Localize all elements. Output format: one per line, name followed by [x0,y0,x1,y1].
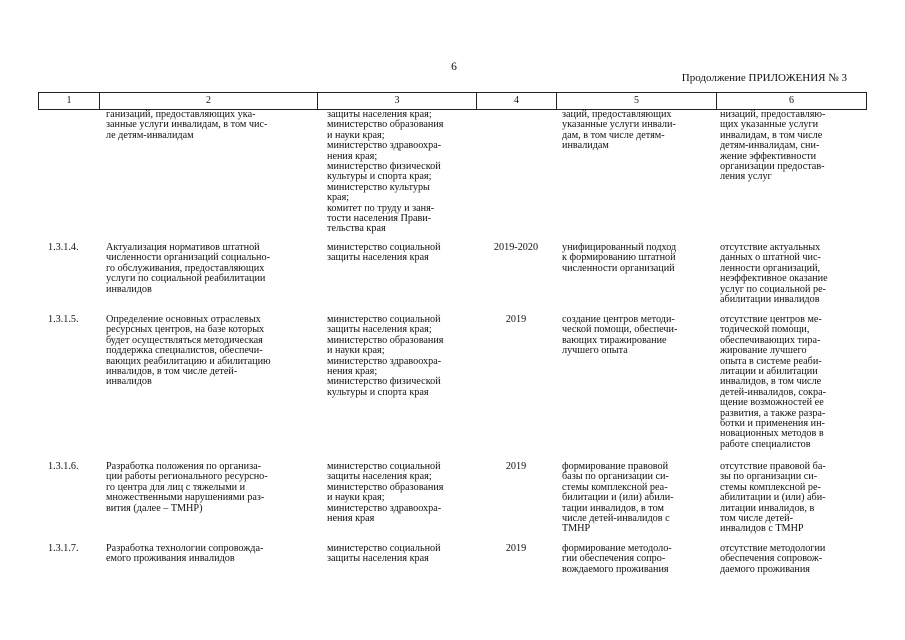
header-col-5: 5 [556,93,716,109]
cell-event-line: го центра для лиц с тяжелыми и [106,481,246,493]
header-col-4: 4 [476,93,556,109]
cell-event-line: вающих реабилитацию и абилитацию [106,355,271,367]
cell-result-line: формирование правовой [562,461,669,472]
cell-consequence-line: отсутствие методологии [720,543,826,554]
cell-event-line: го обслуживания, предоставляющих [106,262,265,274]
cell-result-line: формирование методоло- [562,543,672,554]
cell-executor [327,544,477,565]
cell-executor-line: защиты населения края [327,252,429,264]
cell-event [106,243,318,295]
cell-consequence-line: данных о штатной чис- [720,252,821,264]
cell-number: 1.3.1.6. [48,461,79,472]
header-col-6: 6 [716,93,867,109]
cell-consequence-line: обеспечивающих тира- [720,334,821,346]
cell-event-line: вития (далее – ТМНР) [106,502,203,514]
cell-result-line: числе детей-инвалидов с [562,513,670,525]
cell-period: 2019 [505,461,527,472]
cell-consequence-line: опыта в системе реаби- [720,355,822,367]
cell-number: 1.3.1.5. [48,314,79,325]
cell-consequence-line: литации инвалидов, в [720,502,815,514]
cell-executor-line: края; [327,192,350,204]
cell-consequence-line: инвалидов, в том числе [720,376,822,388]
cell-event-line: инвалидов [106,376,152,388]
page-number: 6 [451,61,457,73]
cell-executor-line: культуры и спорта края; [327,171,432,183]
cell-number: 1.3.1.4. [48,242,79,253]
cell-consequence [720,544,860,575]
cell-result-line: стемы комплексной реа- [562,481,668,493]
cell-executor [327,462,477,524]
cell-consequence-line: неэффективное оказание [720,273,828,285]
cell-result-line: унифицированный подход [562,242,677,253]
cell-event-line: численности организаций социально- [106,252,270,264]
cell-consequence-line: ботки и применения ин- [720,418,825,430]
cell-result-line: к формированию штатной [562,252,676,264]
cell-result-line: лучшего опыта [562,345,628,357]
cell-event-line: ции работы регионального ресурсно- [106,471,268,483]
cell-consequence-line: жение эффективности [720,150,817,162]
cell-result-line: базы по организации си- [562,471,669,483]
cell-period: 2019 [505,543,527,554]
cell-event-line: ганизаций, предоставляющих ука- [106,109,256,120]
cell-executor-line: министерство здравоохра- [327,502,442,514]
cell-result-line: инвалидам [562,140,609,152]
cell-executor-line: нения края [327,513,375,525]
cell-executor-line: министерство образования [327,481,444,493]
cell-event [106,110,318,141]
cell-executor-line: министерство физической [327,376,441,388]
cell-event-line: ресурсных центров, на базе которых [106,324,265,336]
cell-result-line: ческой помощи, обеспечи- [562,324,678,336]
cell-consequence-line: работе специалистов [720,438,811,450]
cell-executor [327,110,477,235]
cell-executor-line: министерство здравоохра- [327,355,442,367]
cell-executor-line: тельства края [327,223,386,235]
table-header-row [38,92,867,110]
cell-event-line: ле детям-инвалидам [106,129,194,141]
appendix-continuation-label: Продолжение ПРИЛОЖЕНИЯ № 3 [681,72,847,84]
cell-consequence-line: стемы комплексной ре- [720,481,821,493]
cell-executor [327,315,477,398]
cell-consequence-line: инвалидам, в том числе [720,129,823,141]
cell-consequence-line: организации предостав- [720,161,825,173]
cell-result [562,544,712,575]
cell-executor-line: министерство социальной [327,242,441,253]
cell-consequence-line: детям-инвалидам, сни- [720,140,820,152]
cell-consequence-line: литации и абилитации [720,366,818,378]
cell-result-line: гии обеспечения сопро- [562,553,666,565]
cell-result-line: билитации и (или) абили- [562,492,674,504]
cell-consequence-line: услуг по социальной ре- [720,283,827,295]
cell-executor-line: министерство социальной [327,314,441,325]
cell-event-line: емого проживания инвалидов [106,553,235,565]
cell-executor-line: защиты населения края; [327,109,432,120]
cell-consequence [720,462,860,535]
header-col-1: 1 [38,93,99,109]
cell-result-line: ТМНР [562,523,591,535]
cell-event-line: Разработка положения по организа- [106,461,262,472]
cell-executor-line: министерство здравоохра- [327,140,442,152]
cell-event-line: Определение основных отраслевых [106,314,261,325]
cell-executor-line: и науки края; [327,492,385,504]
cell-consequence-line: инвалидов с ТМНР [720,523,804,535]
cell-executor-line: министерство социальной [327,543,441,554]
cell-result-line: вающих тиражирование [562,334,667,346]
cell-consequence-line: обеспечения сопровож- [720,553,823,565]
cell-number: 1.3.1.7. [48,543,79,554]
cell-executor-line: министерство культуры [327,181,430,193]
cell-consequence-line: развития, а также разра- [720,407,826,419]
cell-consequence-line: детей-инвалидов, сокра- [720,386,827,398]
cell-executor-line: культуры и спорта края [327,386,429,398]
cell-consequence-line: щение возможностей ее [720,397,824,409]
cell-result [562,243,712,274]
cell-event-line: занные услуги инвалидам, в том чис- [106,119,268,131]
cell-consequence-line: отсутствие актуальных [720,242,821,253]
cell-result-line: указанные услуги инвали- [562,119,676,131]
cell-consequence [720,110,860,183]
cell-event-line: будет осуществляться методическая [106,334,263,346]
cell-event-line: инвалидов [106,283,152,295]
cell-executor-line: комитет по труду и заня- [327,202,435,214]
cell-consequence-line: даемого проживания [720,563,810,575]
cell-consequence-line: зы по организации си- [720,471,818,483]
cell-consequence-line: новационных методов в [720,428,824,440]
cell-consequence-line: отсутствие центров ме- [720,314,822,325]
cell-executor-line: министерство физической [327,161,441,173]
cell-consequence-line: жирование лучшего [720,345,807,357]
cell-executor-line: и науки края; [327,129,385,141]
cell-result [562,315,712,357]
cell-event-line: Актуализация нормативов штатной [106,242,260,253]
cell-result [562,462,712,535]
cell-consequence [720,315,860,450]
cell-consequence-line: абилитации инвалидов [720,294,820,306]
cell-result-line: дам, в том числе детям- [562,129,665,141]
cell-consequence-line: низаций, предоставляю- [720,109,826,120]
cell-event [106,462,318,514]
header-col-3: 3 [317,93,476,109]
cell-consequence-line: ления услуг [720,171,772,183]
cell-executor-line: защиты населения края; [327,324,432,336]
cell-executor-line: нения края; [327,366,378,378]
cell-event [106,544,318,565]
cell-consequence-line: щих указанные услуги [720,119,819,131]
cell-event-line: поддержка специалистов, обеспечи- [106,345,263,357]
cell-executor-line: защиты населения края; [327,471,432,483]
cell-event-line: инвалидов, в том числе детей- [106,366,238,378]
cell-event [106,315,318,388]
cell-consequence-line: тодической помощи, [720,324,810,336]
cell-executor-line: и науки края; [327,345,385,357]
cell-executor-line: защиты населения края [327,553,429,565]
cell-executor-line: тости населения Прави- [327,213,432,225]
cell-result [562,110,712,152]
cell-event-line: множественными нарушениями раз- [106,492,265,504]
cell-executor-line: министерство социальной [327,461,441,472]
cell-result-line: заций, предоставляющих [562,109,672,120]
header-col-2: 2 [99,93,317,109]
cell-executor-line: министерство образования [327,119,444,131]
cell-consequence [720,243,860,305]
cell-executor [327,243,477,264]
cell-executor-line: министерство образования [327,334,444,346]
cell-result-line: численности организаций [562,262,675,274]
cell-result-line: вождаемого проживания [562,563,669,575]
cell-period: 2019-2020 [493,242,539,253]
cell-event-line: Разработка технологии сопровожда- [106,543,264,554]
cell-consequence-line: абилитации и (или) аби- [720,492,826,504]
cell-event-line: услуги по социальной реабилитации [106,273,266,285]
cell-result-line: создание центров методи- [562,314,675,325]
cell-result-line: тации инвалидов, в том [562,502,664,514]
cell-consequence-line: ленности организаций, [720,262,821,274]
cell-period: 2019 [505,314,527,325]
cell-consequence-line: том числе детей- [720,513,793,525]
cell-consequence-line: отсутствие правовой ба- [720,461,826,472]
cell-executor-line: нения края; [327,150,378,162]
